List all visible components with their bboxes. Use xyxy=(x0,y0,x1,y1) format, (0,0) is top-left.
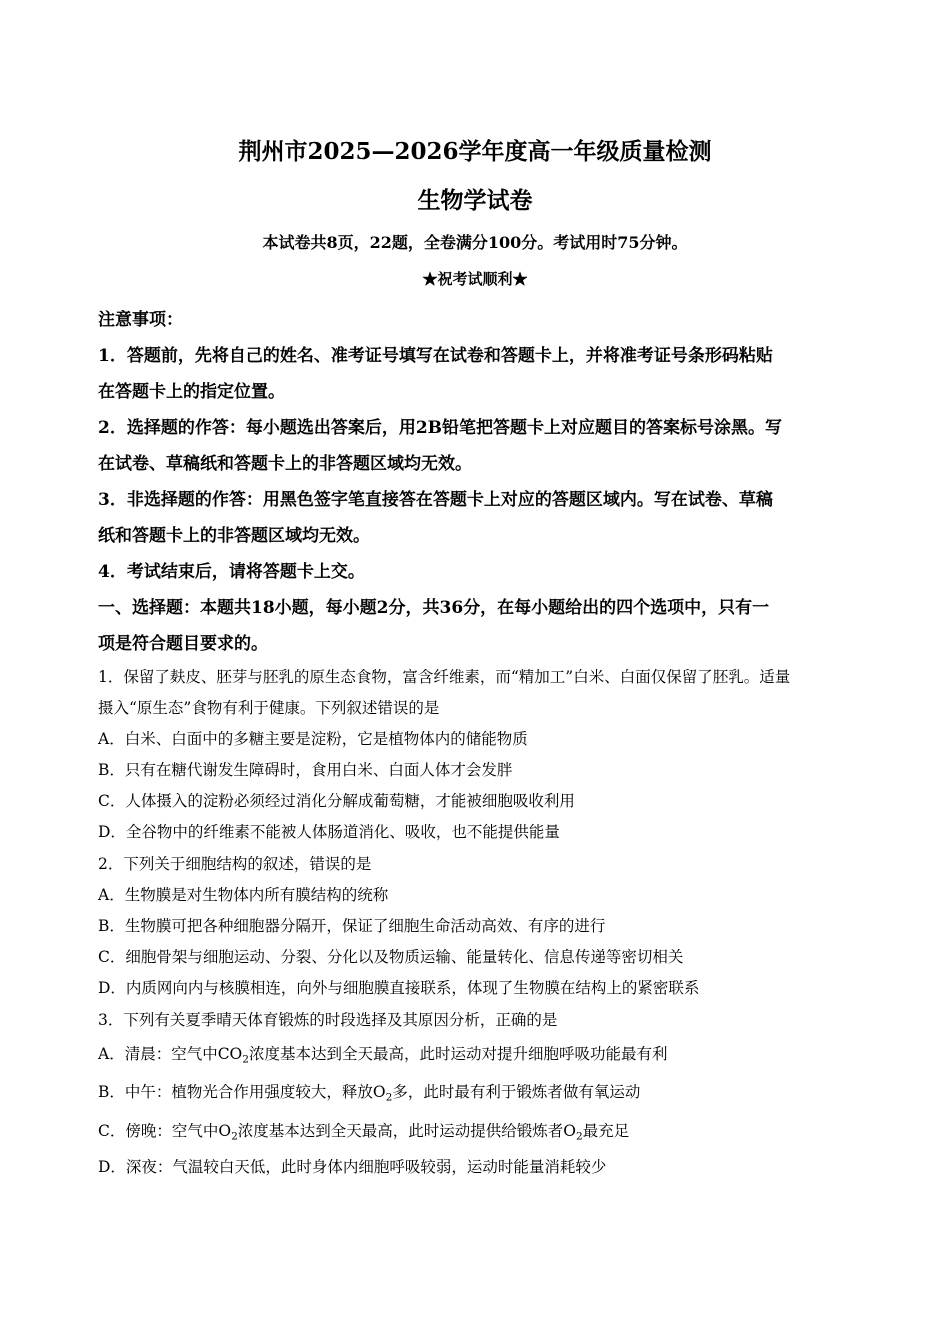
exam-title: 荆州市2025—2026学年度高一年级质量检测 xyxy=(238,138,712,165)
notice-item-2-line1: 2．选择题的作答：每小题选出答案后，用2B铅笔把答题卡上对应题目的答案标号涂黑。写 xyxy=(98,418,783,438)
option-c-text-3: 最充足 xyxy=(582,1122,630,1140)
notice-item-1-line1: 1．答题前，先将自己的姓名、准考证号填写在试卷和答题卡上，并将准考证号条形码粘贴 xyxy=(98,346,773,366)
question-3-option-d: D．深夜：气温较白天低，此时身体内细胞呼吸较弱，运动时能量消耗较少 xyxy=(98,1158,607,1176)
option-a-subscript: 2 xyxy=(242,1053,249,1066)
question-2-option-d: D．内质网向内与核膜相连，向外与细胞膜直接联系，体现了生物膜在结构上的紧密联系 xyxy=(98,979,700,997)
option-c-subscript-1: 2 xyxy=(231,1130,238,1143)
option-a-text-2: 浓度基本达到全天最高，此时运动对提升细胞呼吸功能最有利 xyxy=(248,1045,668,1063)
notice-item-4: 4．考试结束后，请将答题卡上交。 xyxy=(98,562,365,582)
question-2-option-a: A．生物膜是对生物体内所有膜结构的统称 xyxy=(98,886,389,904)
option-c-subscript-2: 2 xyxy=(576,1130,583,1143)
question-2-option-b: B．生物膜可把各种细胞器分隔开，保证了细胞生命活动高效、有序的进行 xyxy=(98,917,606,935)
option-c-text-2: 浓度基本达到全天最高，此时运动提供给锻炼者O xyxy=(237,1122,576,1140)
question-1-stem-line1: 1．保留了麸皮、胚芽与胚乳的原生态食物，富含纤维素，而“精加工”白米、白面仅保留了胚乳。适量 xyxy=(98,668,791,686)
notice-item-1-line2: 在答题卡上的指定位置。 xyxy=(98,382,285,402)
section-heading-line2: 项是符合题目要求的。 xyxy=(98,634,268,654)
exam-info: 本试卷共8页，22题，全卷满分100分。考试用时75分钟。 xyxy=(262,233,688,252)
question-2-option-c: C．细胞骨架与细胞运动、分裂、分化以及物质运输、能量转化、信息传递等密切相关 xyxy=(98,948,684,966)
option-b-text-2: 多，此时最有利于锻炼者做有氧运动 xyxy=(392,1083,641,1101)
question-2-stem: 2．下列关于细胞结构的叙述，错误的是 xyxy=(98,855,372,873)
question-3-option-a xyxy=(98,1042,667,1064)
notice-heading: 注意事项： xyxy=(98,310,183,330)
option-a-text-1: A．清晨：空气中CO xyxy=(98,1045,243,1063)
question-3-stem: 3．下列有关夏季晴天体育锻炼的时段选择及其原因分析，正确的是 xyxy=(98,1011,558,1029)
question-1-option-c: C．人体摄入的淀粉必须经过消化分解成葡萄糖，才能被细胞吸收利用 xyxy=(98,792,575,810)
notice-item-3-line2: 纸和答题卡上的非答题区域均无效。 xyxy=(98,526,370,546)
good-luck-line: ★祝考试顺利★ xyxy=(422,270,528,288)
question-1-option-b: B．只有在糖代谢发生障碍时，食用白米、白面人体才会发胖 xyxy=(98,761,513,779)
option-c-text-1: C．傍晚：空气中O xyxy=(98,1122,232,1140)
question-1-option-a: A．白米、白面中的多糖主要是淀粉，它是植物体内的储能物质 xyxy=(98,730,528,748)
question-1-stem-line2: 摄入“原生态”食物有利于健康。下列叙述错误的是 xyxy=(98,699,440,717)
option-b-subscript: 2 xyxy=(385,1091,393,1104)
subject-title: 生物学试卷 xyxy=(417,187,533,214)
question-3-option-c xyxy=(98,1119,629,1141)
question-1-option-d: D．全谷物中的纤维素不能被人体肠道消化、吸收，也不能提供能量 xyxy=(98,823,560,841)
notice-item-2-line2: 在试卷、草稿纸和答题卡上的非答题区域均无效。 xyxy=(98,454,472,474)
option-b-text-1: B．中午：植物光合作用强度较大，释放O xyxy=(98,1083,386,1101)
section-heading-line1: 一、选择题：本题共18小题，每小题2分，共36分，在每小题给出的四个选项中，只有一 xyxy=(98,598,770,618)
question-3-option-b xyxy=(98,1080,640,1102)
notice-item-3-line1: 3．非选择题的作答：用黑色签字笔直接答在答题卡上对应的答题区域内。写在试卷、草稿 xyxy=(98,490,773,510)
